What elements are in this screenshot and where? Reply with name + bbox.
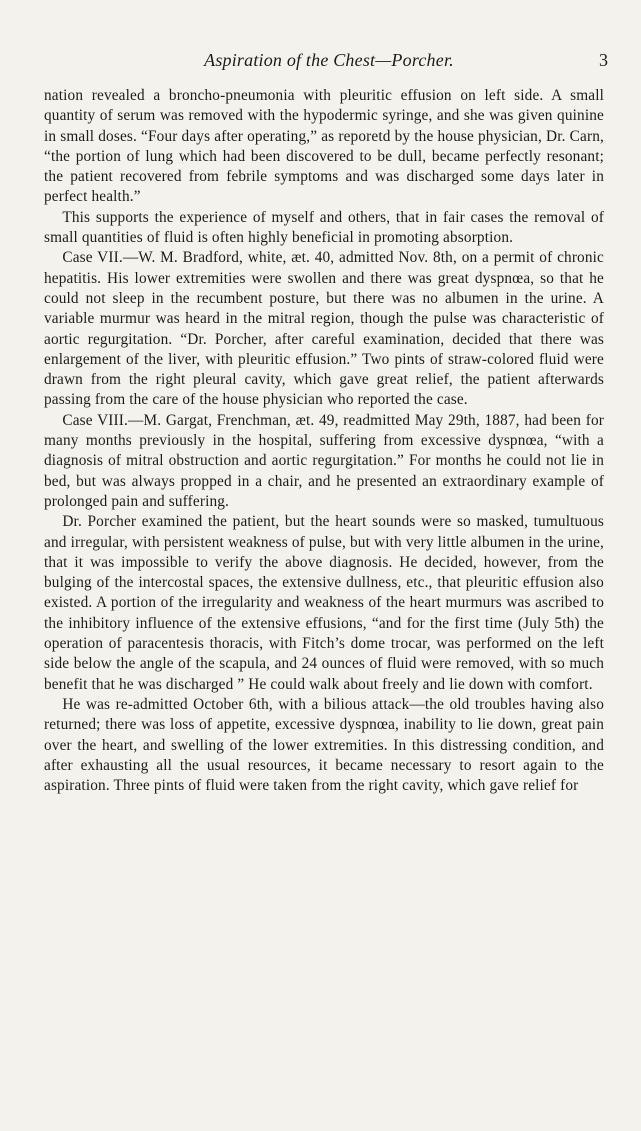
page-number: 3: [599, 50, 608, 70]
body-text: [44, 86, 604, 796]
running-title: Aspiration of the Chest—Porcher.: [204, 50, 454, 70]
paragraph-absorption-remark: This supports the experience of myself and others, that in fair cases the removal of small quantities of fluid is often highly beneficial in promoting absorption.: [44, 208, 604, 247]
paragraph-case-viii: Case VIII.—M. Gargat, Frenchman, æt. 49, readmitted May 29th, 1887, had been for many months previously in the hospital, suffering from excessive dyspnœa, “with a diagnosis of mitral obstruction and aortic regurgitation.” For months he could not lie in bed, but was always propped in a chair, and he presented an extraordinary example of prolonged pain and suffering.: [44, 411, 604, 510]
paragraph-porcher-examination: Dr. Porcher examined the patient, but the heart sounds were so masked, tumultuous and irregular, with persistent weakness of pulse, but with very little albumen in the urine, that it was impossible to verify the above diagnosis. He decided, however, from the bulging of the intercostal spaces, the extensive dullness, etc., that pleuritic effusion also existed. A portion of the irregularity and weakness of the heart murmurs was ascribed to the inhibitory influence of the extensive effusions, “and for the first time (July 5th) the operation of paracentesis thoracis, with Fitch’s dome trocar, was performed on the left side below the angle of the scapula, and 24 ounces of fluid were removed, with so much benefit that he was discharged ” He could walk about freely and lie down with comfort.: [44, 513, 604, 693]
page-header: [50, 50, 608, 76]
paragraph-continuation: nation revealed a broncho-pneumonia with pleuritic effusion on left side. A small quantity of serum was removed with the hypodermic syringe, and she was given quinine in small doses. “Four days after operating,” as reporetd by the house physician, Dr. Carn, “the portion of lung which had been discovered to be dull, became perfectly resonant; the patient recovered from febrile symptoms and was discharged some days later in perfect health.”: [44, 87, 604, 206]
paragraph-case-vii: Case VII.—W. M. Bradford, white, æt. 40, admitted Nov. 8th, on a permit of chronic hepatitis. His lower extremities were swollen and there was great dyspnœa, so that he could not sleep in the recumbent posture, but there was no albumen in the urine. A variable murmur was heard in the mitral region, though the pulse was characteristic of aortic regurgitation. “Dr. Porcher, after careful examination, decided that there was enlargement of the liver, with pleuritic effusion.” Two pints of straw-colored fluid were drawn from the right pleural cavity, which gave great relief, the patient afterwards passing from the care of the house physician who reported the case.: [44, 249, 604, 409]
paragraph-readmission: He was re-admitted October 6th, with a bilious attack—the old troubles having also returned; there was loss of appetite, excessive dyspnœa, inability to lie down, great pain over the heart, and swelling of the lower extremities. In this distressing condition, and after exhausting all the usual resources, it became necessary to resort again to the aspiration. Three pints of fluid were taken from the right cavity, which gave relief for: [44, 695, 604, 795]
